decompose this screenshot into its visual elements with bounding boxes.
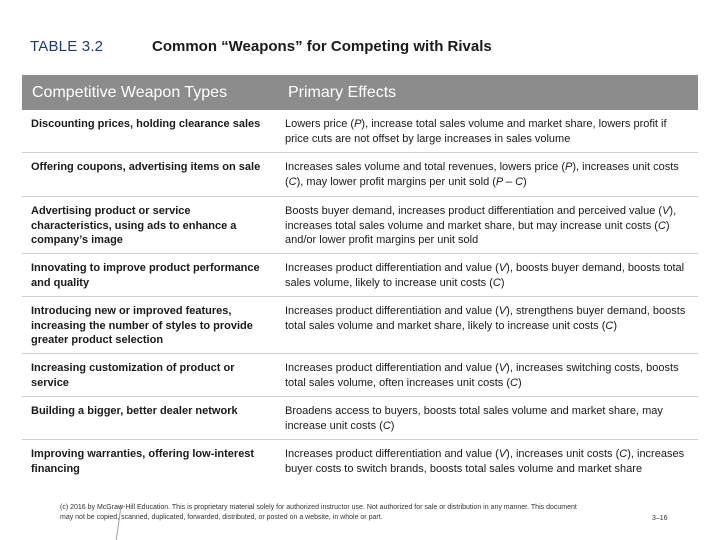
table-header <box>22 75 698 110</box>
primary-effect-cell: Increases product differentiation and value (V), strengthens buyer demand, boosts total sales volume and market share, likely to increase unit costs (C) <box>285 305 686 332</box>
table-title: Common “Weapons” for Competing with Rivals <box>152 38 492 55</box>
table-row <box>22 153 698 197</box>
table-row <box>22 110 698 153</box>
title-bar <box>0 0 720 80</box>
table-row <box>22 397 698 440</box>
table-label: TABLE 3.2 <box>30 38 104 55</box>
column-header-weapon-types: Competitive Weapon Types <box>32 83 228 101</box>
table-row <box>22 354 698 397</box>
weapon-type-cell: Improving warranties, offering low-interest financing <box>31 448 255 475</box>
column-header-primary-effects: Primary Effects <box>288 83 397 101</box>
weapon-type-cell: Introducing new or improved features, increasing the number of styles to provide greater product selection <box>31 305 253 346</box>
table-row <box>22 254 698 297</box>
primary-effect-cell: Increases product differentiation and value (V), increases switching costs, boosts total sales volume, often increases unit costs (C) <box>285 362 679 389</box>
weapon-type-cell: Innovating to improve product performance and quality <box>31 262 260 289</box>
weapon-type-cell: Increasing customization of product or service <box>31 362 235 389</box>
primary-effect-cell: Boosts buyer demand, increases product differentiation and perceived value (V), increases total sales volume and market share, but may increase unit costs (C) and/or lower profit margins per unit sold <box>285 205 677 246</box>
table-row <box>22 440 698 500</box>
weapon-type-cell: Advertising product or service characteristics, using ads to enhance a company’s image <box>31 205 237 246</box>
weapons-table <box>22 75 698 500</box>
copyright-notice: (c) 2016 by McGraw-Hill Education. This is proprietary material solely for authorized instructor use. Not authorized for sale or distribution in any manner. This document may not be copied, scanned, duplicated, forwarded, distributed, or posted on a website, in whole or part. <box>60 504 577 521</box>
primary-effect-cell: Increases product differentiation and value (V), increases unit costs (C), increases buyer costs to switch brands, boosts total sales volume and market share <box>285 448 685 475</box>
primary-effect-cell: Broadens access to buyers, boosts total sales volume and market share, may increase unit costs (C) <box>285 405 663 432</box>
primary-effect-cell: Increases sales volume and total revenues, lowers price (P), increases unit costs (C), may lower profit margins per unit sold (P – C) <box>285 161 679 188</box>
weapon-type-cell: Discounting prices, holding clearance sales <box>31 118 261 130</box>
table-row <box>22 197 698 254</box>
primary-effect-cell: Lowers price (P), increase total sales volume and market share, lowers profit if price cuts are not offset by large increases in sales volume <box>285 118 667 145</box>
table-body <box>22 110 698 500</box>
table-row <box>22 297 698 354</box>
primary-effect-cell: Increases product differentiation and value (V), boosts buyer demand, boosts total sales volume, likely to increase unit costs (C) <box>285 262 685 289</box>
weapon-type-cell: Offering coupons, advertising items on sale <box>31 161 261 173</box>
page-number: 3–16 <box>652 515 668 522</box>
weapon-type-cell: Building a bigger, better dealer network <box>31 405 238 417</box>
